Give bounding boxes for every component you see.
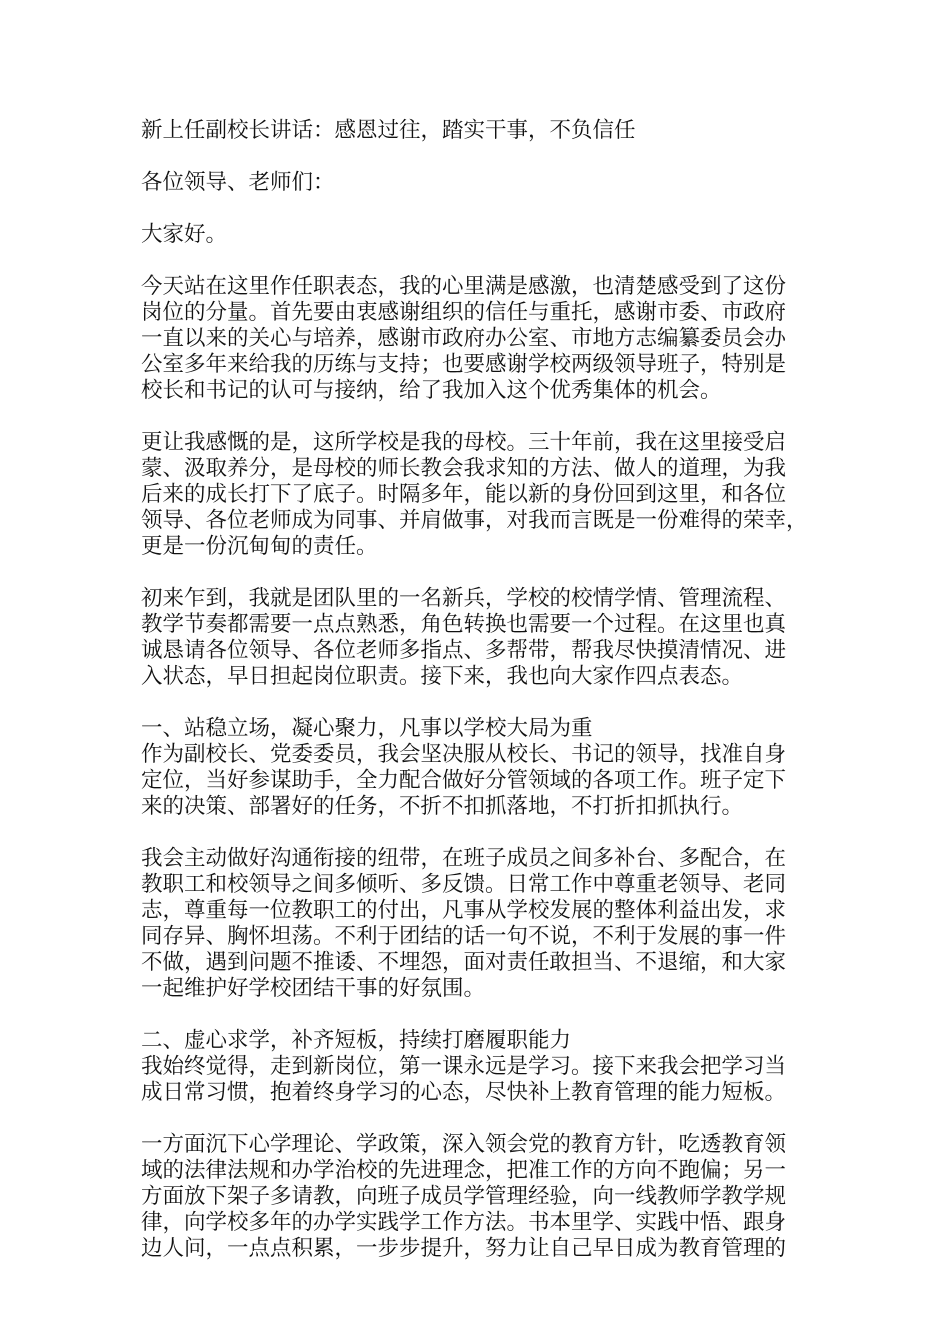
section-one <box>141 716 821 820</box>
document-page <box>141 118 821 1288</box>
text-line: 我始终觉得，走到新岗位，第一课永远是学习。接下来我会把学习当 <box>141 1054 787 1079</box>
paragraph-alma-mater <box>141 430 821 560</box>
text-line: 更是一份沉甸甸的责任。 <box>141 534 378 559</box>
text-line: 岗位的分量。首先要由衷感谢组织的信任与重托，感谢市委、市政府 <box>141 300 787 325</box>
text-line: 同存异、胸怀坦荡。不利于团结的话一句不说，不利于发展的事一件 <box>141 924 787 949</box>
text-line: 成日常习惯，抱着终身学习的心态，尽快补上教育管理的能力短板。 <box>141 1080 787 1105</box>
text-line: 边人问，一点点积累，一步步提升，努力让自己早日成为教育管理的 <box>141 1236 787 1261</box>
salutation: 各位领导、老师们： <box>141 170 335 195</box>
text-line: 领导、各位老师成为同事、并肩做事，对我而言既是一份难得的荣幸， <box>141 508 808 533</box>
text-line: 更让我感慨的是，这所学校是我的母校。三十年前，我在这里接受启 <box>141 430 787 455</box>
text-line: 诚恳请各位领导、各位老师多指点、多帮带，帮我尽快摸清情况、进 <box>141 638 787 663</box>
text-line: 律，向学校多年的办学实践学工作方法。书本里学、实践中悟、跟身 <box>141 1210 787 1235</box>
text-line: 来的决策、部署好的任务，不折不扣抓落地，不打折扣抓执行。 <box>141 794 744 819</box>
text-line: 方面放下架子多请教，向班子成员学管理经验，向一线教师学教学规 <box>141 1184 787 1209</box>
text-line: 教职工和校领导之间多倾听、多反馈。日常工作中尊重老领导、老同 <box>141 872 787 897</box>
text-line: 一起维护好学校团结干事的好氛围。 <box>141 976 486 1001</box>
text-line: 域的法律法规和办学治校的先进理念，把准工作的方向不跑偏；另一 <box>141 1158 787 1183</box>
text-line: 志，尊重每一位教职工的付出，凡事从学校发展的整体利益出发，求 <box>141 898 787 923</box>
text-line: 校长和书记的认可与接纳，给了我加入这个优秀集体的机会。 <box>141 378 722 403</box>
document-title: 新上任副校长讲话：感恩过往，踏实干事，不负信任 <box>141 118 636 143</box>
text-line: 不做，遇到问题不推诿、不埋怨，面对责任敢担当、不退缩，和大家 <box>141 950 787 975</box>
text-line: 一方面沉下心学理论、学政策，深入领会党的教育方针，吃透教育领 <box>141 1132 787 1157</box>
section-heading: 一、站稳立场，凝心聚力，凡事以学校大局为重 <box>141 716 593 741</box>
text-line: 公室多年来给我的历练与支持；也要感谢学校两级领导班子，特别是 <box>141 352 787 377</box>
paragraph-learning <box>141 1132 821 1262</box>
greeting: 大家好。 <box>141 222 228 247</box>
text-line: 教学节奏都需要一点点熟悉，角色转换也需要一个过程。在这里也真 <box>141 612 787 637</box>
text-line: 蒙、汲取养分，是母校的师长教会我求知的方法、做人的道理，为我 <box>141 456 787 481</box>
text-line: 一直以来的关心与培养，感谢市政府办公室、市地方志编纂委员会办 <box>141 326 787 351</box>
text-line: 定位，当好参谋助手，全力配合做好分管领域的各项工作。班子定下 <box>141 768 787 793</box>
paragraph-unity <box>141 846 821 1002</box>
text-line: 作为副校长、党委委员，我会坚决服从校长、书记的领导，找准自身 <box>141 742 787 767</box>
paragraph-gratitude <box>141 274 821 404</box>
text-line: 我会主动做好沟通衔接的纽带，在班子成员之间多补台、多配合，在 <box>141 846 787 871</box>
section-heading: 二、虚心求学，补齐短板，持续打磨履职能力 <box>141 1028 572 1053</box>
text-line: 入状态，早日担起岗位职责。接下来，我也向大家作四点表态。 <box>141 664 744 689</box>
text-line: 后来的成长打下了底子。时隔多年，能以新的身份回到这里，和各位 <box>141 482 787 507</box>
section-two <box>141 1028 821 1106</box>
text-line: 今天站在这里作任职表态，我的心里满是感激，也清楚感受到了这份 <box>141 274 787 299</box>
text-line: 初来乍到，我就是团队里的一名新兵，学校的校情学情、管理流程、 <box>141 586 787 611</box>
paragraph-newcomer <box>141 586 821 690</box>
